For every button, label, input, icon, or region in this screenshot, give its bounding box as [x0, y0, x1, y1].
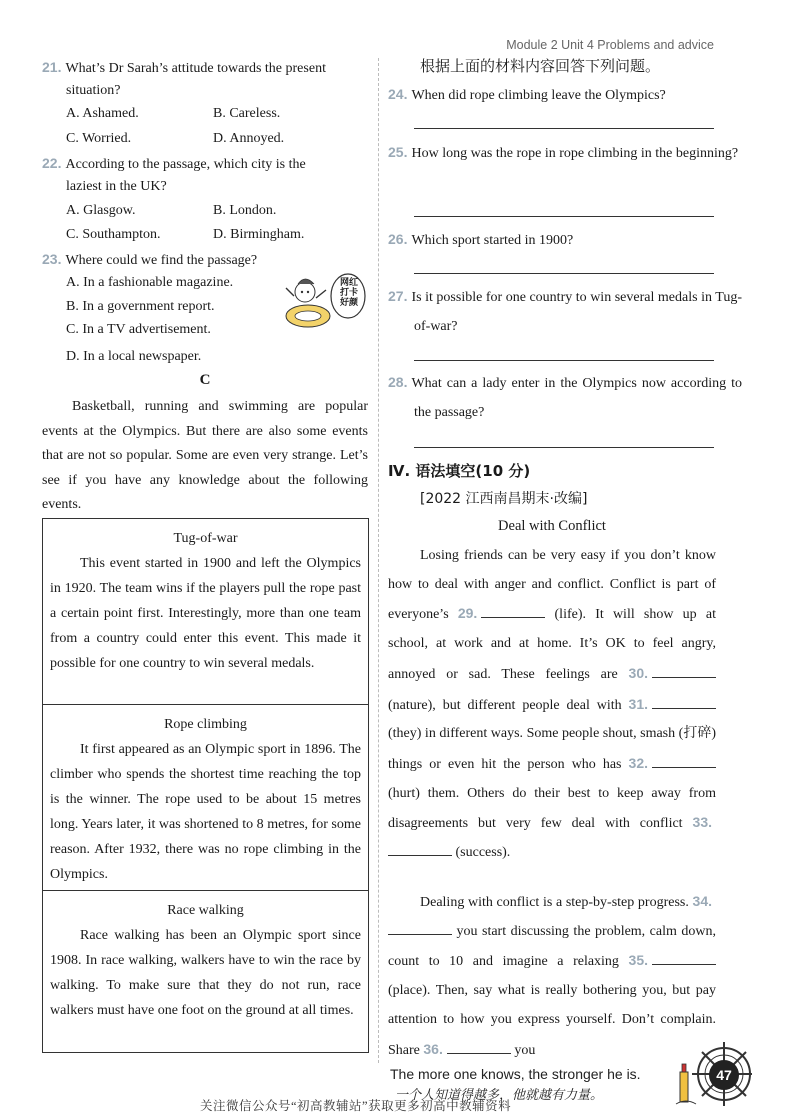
option-d: D. Annoyed. [213, 131, 285, 146]
question-text: Is it possible for one country to win several medals in Tug-of-war? [411, 290, 742, 334]
question-text: When did rope climbing leave the Olympics? [411, 88, 666, 103]
question-stem-cont: laziest in the UK? [66, 179, 167, 194]
passage-title: Deal with Conflict [498, 518, 606, 534]
event-body: This event started in 1900 and left the Olympics in 1920. The team wins if the players pull the rope past a certain point first. Interestingly, more than one team from a country could enter this event. This made it possible for one country to win several medals. [50, 556, 361, 671]
event-cell [43, 891, 368, 1051]
events-table [42, 518, 369, 1053]
question-26 [388, 225, 716, 255]
blank-36[interactable] [447, 1040, 511, 1054]
blank-33[interactable] [388, 842, 452, 856]
event-body: Race walking has been an Olympic sport since 1908. In race walking, walkers have to win the race by walking. To make sure that they do not run, race walkers must have one foot on the ground at all times. [50, 928, 361, 1018]
blank-35[interactable] [652, 951, 716, 965]
blank-30[interactable] [652, 664, 716, 678]
answer-line[interactable] [414, 447, 714, 448]
question-number: 25. [388, 144, 408, 160]
blank-number: 36. [423, 1040, 443, 1057]
question-stem: Where could we find the passage? [65, 253, 258, 268]
passage-text: Losing friends can be very easy if you don’t know how to deal with anger and conflict. Conflict is part of everyone’s [388, 548, 716, 623]
option-b: B. In a government report. [66, 299, 215, 314]
cloze-paragraph-2 [388, 887, 716, 1065]
event-cell [43, 705, 368, 891]
passage-text: (they) in different ways. Some people shout, smash (打碎) things or even hit the person who has [388, 726, 716, 772]
passage-text: you [514, 1042, 536, 1058]
question-number: 23. [42, 251, 62, 267]
page-number: 47 [709, 1060, 739, 1090]
question-text: Which sport started in 1900? [411, 233, 574, 248]
blank-number: 30. [628, 664, 648, 681]
question-text: What can a lady enter in the Olympics now according to the passage? [411, 376, 742, 420]
blank-29[interactable] [481, 604, 545, 618]
event-title: Rope climbing [164, 717, 247, 732]
question-number: 28. [388, 374, 408, 390]
question-22 [42, 151, 368, 177]
passage-text: (hurt) them. Others do their best to keep away from disagreements but very few deal with conflict [388, 785, 716, 832]
passage-text: (nature), but different people deal with [388, 697, 629, 713]
option-c: C. Worried. [66, 131, 132, 146]
question-21 [42, 55, 368, 81]
blank-31[interactable] [652, 695, 716, 709]
question-number: 21. [42, 59, 62, 75]
blank-number: 33. [692, 814, 712, 831]
question-25 [388, 138, 742, 168]
question-number: 27. [388, 288, 408, 304]
passage-text: (place). Then, say what is really bothering you, but pay attention to how you express yourself. Don’t complain. Share [388, 983, 716, 1058]
option-d: D. Birmingham. [213, 227, 305, 242]
question-number: 24. [388, 86, 408, 102]
section-iv-title: Ⅳ. 语法填空(10 分) [388, 462, 531, 480]
blank-number: 32. [628, 754, 648, 771]
question-24 [388, 80, 716, 110]
option-a: A. Ashamed. [66, 106, 139, 121]
option-a: A. In a fashionable magazine. [66, 275, 234, 290]
blank-34[interactable] [388, 921, 452, 935]
question-23 [42, 247, 257, 273]
passage-text: you start discussing the problem, calm down, count to 10 and imagine a relaxing [388, 923, 716, 970]
question-number: 22. [42, 155, 62, 171]
answer-line[interactable] [414, 360, 714, 361]
question-stem: What’s Dr Sarah’s attitude towards the present [65, 61, 326, 76]
source-tag: [2022 江西南昌期末·改编] [420, 491, 588, 507]
answer-line[interactable] [414, 128, 714, 129]
option-c: C. Southampton. [66, 227, 161, 242]
intro-paragraph: Basketball, running and swimming are popular events at the Olympics. But there are also some events that are not so popular. Some are even very strange. Let’s see if you have any knowledge about the following events. [42, 399, 368, 512]
option-b: B. London. [213, 203, 277, 218]
option-a: A. Glasgow. [66, 203, 136, 218]
answer-line[interactable] [414, 273, 714, 274]
option-c: C. In a TV advertisement. [66, 322, 211, 337]
sticker-illustration [280, 270, 368, 332]
question-28 [388, 368, 742, 427]
column-divider [378, 58, 379, 1063]
motto-english: The more one knows, the stronger he is. [390, 1066, 641, 1082]
question-text: How long was the rope in rope climbing in the beginning? [411, 146, 739, 161]
question-stem: According to the passage, which city is the [65, 157, 306, 172]
instruction: 根据上面的材料内容回答下列问题。 [420, 57, 661, 75]
blank-number: 35. [628, 952, 648, 969]
blank-number: 31. [628, 695, 648, 712]
section-c-heading: C [199, 372, 211, 388]
passage-text: Dealing with conflict is a step-by-step progress. [420, 895, 693, 910]
blank-number: 34. [692, 893, 712, 909]
option-b: B. Careless. [213, 106, 281, 121]
question-stem-cont: situation? [66, 83, 121, 98]
blank-32[interactable] [652, 754, 716, 768]
event-body: It first appeared as an Olympic sport in 1896. The climber who spends the shortest time reaching the top is the winner. The rope used to be about 15 metres long. Years later, it was shortened to 8 metres, for some reason. After 1932, there was no rope climbing in the Olympics. [50, 742, 361, 882]
promo-text: 关注微信公众号“初高教辅站”获取更多初高中教辅资料 [200, 1099, 512, 1113]
blank-number: 29. [457, 605, 478, 622]
question-number: 26. [388, 231, 408, 247]
motto-chinese: 一个人知道得越多，他就越有力量。 [395, 1087, 604, 1102]
event-title: Tug-of-war [173, 531, 238, 546]
event-title: Race walking [167, 903, 244, 918]
answer-line[interactable] [414, 216, 714, 217]
passage-text: (life). It will show up at school, at work and at home. It’s OK to feel angry, annoyed or sad. These feelings are [388, 607, 716, 682]
cloze-paragraph-1 [388, 542, 716, 868]
sticker-text: 网红打卡好颜 [340, 278, 359, 308]
page-header: Module 2 Unit 4 Problems and advice [506, 38, 714, 52]
passage-text: (success). [455, 845, 511, 861]
event-cell [43, 519, 368, 705]
question-27 [388, 282, 742, 341]
option-d: D. In a local newspaper. [66, 349, 202, 364]
